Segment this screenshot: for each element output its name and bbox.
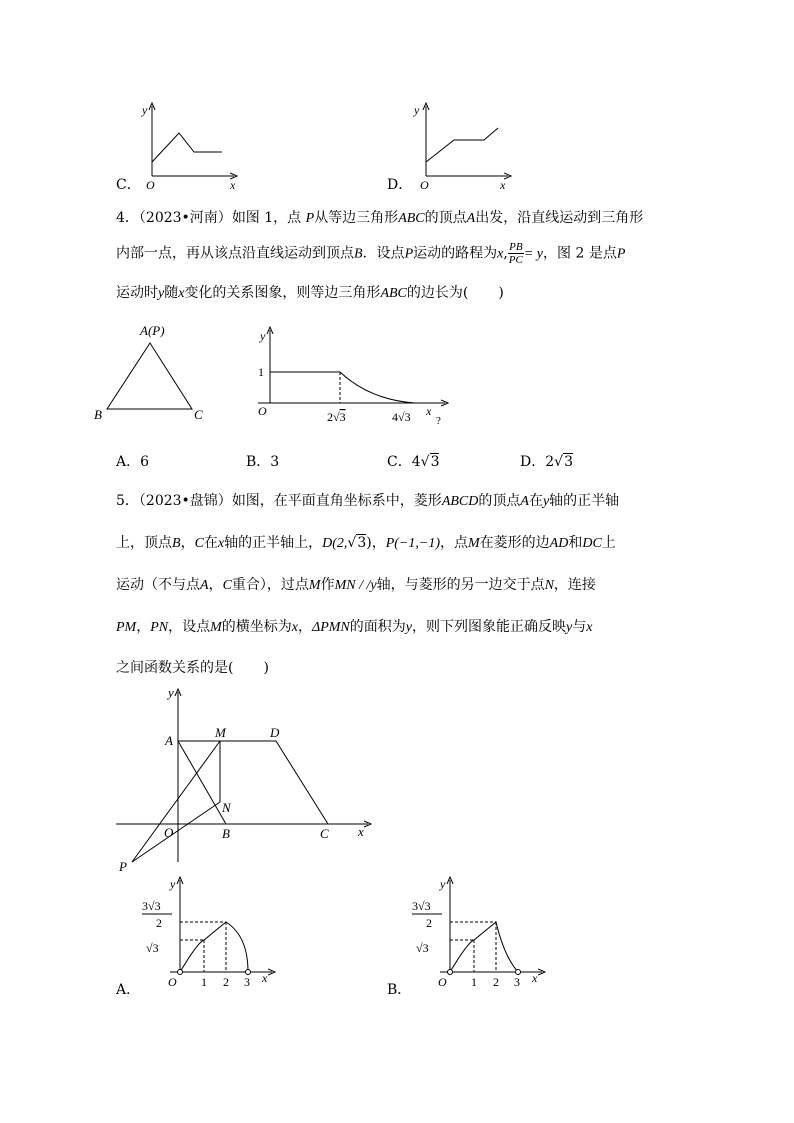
segment-pn (132, 802, 220, 862)
y-label: y (142, 103, 148, 117)
tick-2sqrt3: 2√3 (327, 410, 346, 424)
q4-option-d[interactable]: D．2√3 (520, 454, 573, 470)
y-label: y (170, 877, 176, 891)
vertex-c-label: C (194, 407, 203, 422)
top-num: 3√3 (412, 899, 431, 913)
top-den: 2 (156, 916, 162, 930)
q4-fig1-triangle (90, 318, 210, 432)
mid-label: √3 (416, 941, 429, 955)
point-o-label: O (164, 825, 174, 840)
tick-2: 2 (223, 975, 229, 989)
point-m-label: M (215, 725, 226, 740)
triangle-abc (107, 343, 192, 409)
fraction-pb-pc: $\frac{PB}{PC}$ (508, 241, 523, 266)
open-dot (178, 970, 183, 975)
x-label: x (230, 178, 236, 192)
graph-line (426, 128, 498, 162)
tick-3: 3 (514, 975, 520, 989)
origin-label: O (146, 178, 155, 192)
point-c-label: C (320, 826, 329, 841)
q5-line4: PM，PN，设点M的横坐标为x，ΔPMN的面积为y，则下列图象能正确反映y与x (116, 619, 593, 635)
q5-line5: 之间函数关系的是( ) (116, 660, 269, 676)
vertex-b-label: B (94, 407, 102, 422)
origin-label: O (420, 178, 429, 192)
x-label: x (358, 824, 364, 839)
point-b-label: B (222, 826, 230, 841)
q5-graph-a[interactable] (140, 874, 285, 1003)
open-dot (448, 970, 453, 975)
q5-graph-b[interactable] (410, 874, 555, 1003)
q4-option-c[interactable]: C．4√3 (387, 454, 440, 470)
y-label: y (260, 329, 266, 343)
point-n-label: N (222, 800, 231, 815)
option-d-label: D． (387, 177, 413, 193)
q5-line2: 上，顶点B，C在x轴的正半轴上，D(2,√3)，P(−1,−1)，点M在菱形的边AD和DC上 (116, 535, 616, 551)
mark-label: ? (436, 415, 441, 427)
y-label: y (440, 877, 446, 891)
tick-4sqrt3: 4√3 (392, 410, 411, 424)
tick-3: 3 (244, 975, 250, 989)
q4-fig2-graph (250, 320, 460, 434)
x-label: x (500, 178, 506, 192)
q4-option-a[interactable]: A．6 (116, 454, 150, 470)
origin-label: O (168, 975, 177, 989)
one-label: 1 (258, 365, 264, 379)
top-num: 3√3 (142, 899, 161, 913)
point-d-label: D (270, 725, 280, 740)
mid-label: √3 (146, 941, 159, 955)
top-den: 2 (426, 916, 432, 930)
point-p-label: P (119, 859, 127, 874)
tick-2: 2 (493, 975, 499, 989)
vertex-a-label: A(P) (140, 323, 165, 338)
graph-curve (180, 922, 248, 972)
x-label: x (426, 404, 432, 418)
x-label: x (262, 971, 268, 985)
open-dot (246, 970, 251, 975)
rhombus-abcd (178, 741, 328, 824)
q4-line2: 内部一点，再从该点沿直线运动到顶点B．设点P运动的路程为x, $\frac{PB}{PC}$ = y，图 2 是点P (116, 241, 626, 266)
open-dot (516, 970, 521, 975)
q5-rhombus-figure (110, 684, 380, 883)
graph-curve (450, 922, 518, 972)
tick-1: 1 (471, 975, 477, 989)
q5-line1: 5．（2023•盘锦）如图，在平面直角坐标系中，菱形ABCD的顶点A在y轴的正半轴 (116, 493, 620, 509)
y-label: y (414, 103, 420, 117)
segment-pm (132, 741, 220, 862)
q4-line3: 运动时y随x变化的关系图象，则等边三角形ABC的边长为( ) (116, 285, 504, 301)
tick-1: 1 (201, 975, 207, 989)
option-c-label: C． (116, 177, 141, 193)
q5-option-a-label[interactable]: A． (116, 982, 141, 998)
x-label: x (532, 971, 538, 985)
point-a-label: A (165, 733, 173, 748)
q5-option-b-label[interactable]: B． (387, 982, 412, 998)
q4-option-b[interactable]: B．3 (246, 454, 280, 470)
origin-label: O (258, 404, 267, 418)
origin-label: O (438, 975, 447, 989)
q4-line1: 4．（2023•河南）如图 1，点 P从等边三角形ABC的顶点A出发，沿直线运动到三角形 (116, 210, 644, 226)
y-label: y (168, 685, 174, 700)
graph-line (152, 133, 222, 162)
q5-line3: 运动（不与点A，C重合），过点M作MN / /y轴，与菱形的另一边交于点N，连接 (116, 577, 596, 593)
curve-segment (340, 372, 415, 403)
